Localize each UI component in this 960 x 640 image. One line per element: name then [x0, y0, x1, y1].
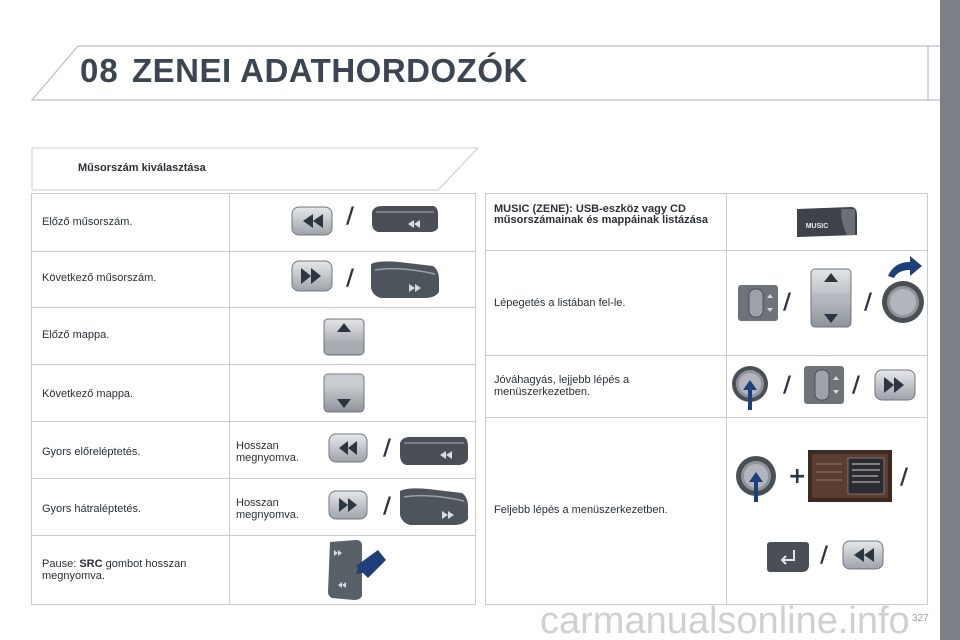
left-table	[31, 193, 476, 605]
table-row	[486, 417, 927, 605]
scroll-wheel-icon	[737, 284, 779, 322]
rotary-knob-press-icon	[730, 364, 770, 412]
watermark: carmanualsonline.info	[540, 600, 910, 640]
label-prefix: Pause:	[42, 558, 80, 570]
page-number: 327	[912, 613, 929, 624]
row-label: Gyors előreléptetés.	[42, 446, 141, 458]
separator-slash: /	[383, 494, 392, 519]
folder-down-button-icon	[323, 373, 365, 413]
row-label: Előző mappa.	[42, 329, 110, 341]
separator-slash: /	[900, 465, 909, 490]
rotary-knob-press-icon	[734, 454, 780, 504]
row-note: Hosszan megnyomva.	[236, 440, 299, 464]
separator-slash: /	[783, 373, 792, 398]
row-label: Előző műsorszám.	[42, 216, 133, 228]
table-row	[486, 193, 927, 250]
src-button-name: SRC	[79, 558, 103, 570]
steering-control-rewind-icon	[398, 433, 470, 467]
menu-screen-icon	[808, 450, 892, 502]
next-track-button-icon	[291, 260, 333, 292]
row-label: Feljebb lépés a menüszerkezetben.	[494, 504, 668, 516]
rotary-knob-rotate-icon	[880, 256, 930, 326]
label-suffix: gombot hosszan megnyomva.	[42, 558, 187, 582]
steering-control-forward-icon	[398, 485, 470, 527]
previous-track-button-icon	[842, 540, 884, 570]
music-button-icon	[795, 205, 859, 239]
row-note: Hosszan megnyomva.	[236, 497, 299, 521]
forward-hold-button-icon	[328, 490, 368, 520]
separator-plus: +	[788, 464, 807, 489]
table-row	[486, 355, 927, 417]
scroll-wheel-icon	[803, 365, 845, 405]
separator-slash: /	[346, 204, 355, 229]
table-row	[32, 307, 475, 364]
section-title: Műsorszám kiválasztása	[78, 162, 206, 174]
music-button-label: MUSIC	[805, 223, 829, 230]
previous-track-button-icon	[291, 206, 333, 236]
row-label: Lépegetés a listában fel-le.	[494, 297, 626, 309]
rewind-hold-button-icon	[328, 433, 368, 463]
up-down-button-icon	[810, 268, 852, 328]
row-label	[42, 558, 227, 582]
table-row	[486, 250, 927, 355]
row-label: Jóváhagyás, lejjebb lépés a menüszerkezetben.	[494, 374, 630, 398]
table-row	[32, 535, 475, 605]
src-stalk-control-icon	[326, 538, 388, 600]
separator-slash: /	[346, 266, 355, 291]
next-track-button-icon	[874, 369, 916, 401]
steering-control-forward-icon	[369, 258, 441, 300]
steering-control-rewind-icon	[368, 202, 440, 234]
row-label: Következő mappa.	[42, 388, 134, 400]
sidebar-strip	[940, 0, 960, 640]
row-label: MUSIC (ZENE): USB-eszköz vagy CD műsorszámainak és mappáinak listázása	[494, 203, 708, 226]
row-label: Gyors hátraléptetés.	[42, 503, 142, 515]
separator-slash: /	[820, 543, 829, 568]
folder-up-button-icon	[323, 318, 365, 356]
chapter-number: 08	[80, 52, 119, 89]
separator-slash: /	[783, 290, 792, 315]
row-label: Következő műsorszám.	[42, 272, 157, 284]
separator-slash: /	[383, 436, 392, 461]
table-row	[32, 364, 475, 421]
separator-slash: /	[852, 373, 861, 398]
page-title: ZENEI ADATHORDOZÓK	[132, 52, 528, 89]
separator-slash: /	[864, 290, 873, 315]
back-button-icon	[766, 540, 810, 574]
